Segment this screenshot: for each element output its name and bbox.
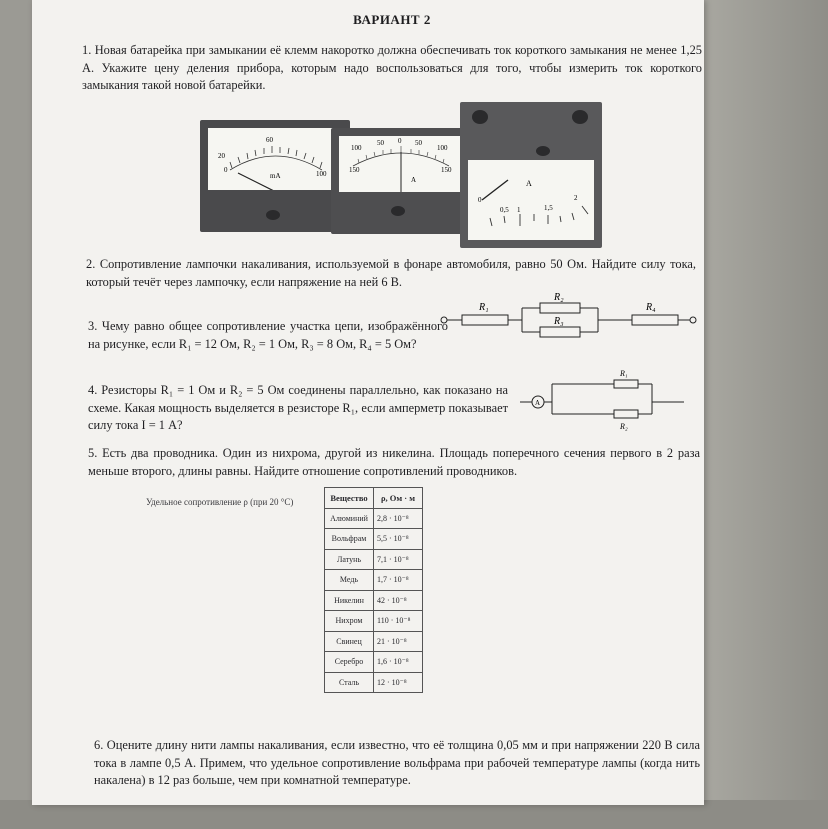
ammeter-a-large xyxy=(460,102,602,248)
problem-2: 2. Сопротивление лампочки накаливания, используемой в фонаре автомобиля, равно 50 Ом. Найдите силу тока, который течёт через лампочку, если напряжение на ней 6 В. xyxy=(86,257,696,289)
table-row xyxy=(325,570,423,591)
ammeter-a-double xyxy=(331,128,471,234)
unit-label: mA xyxy=(270,172,281,180)
background-surface xyxy=(700,0,828,829)
tick-label: 50 xyxy=(415,139,422,147)
rho-value: 1,7 · 10⁻⁸ xyxy=(374,570,423,591)
table-row xyxy=(325,508,423,529)
substance-name: Нихром xyxy=(325,611,374,632)
ammeter-a-large-scale xyxy=(468,160,594,240)
adjust-screw-icon xyxy=(391,206,405,216)
tick-label: 0,5 xyxy=(500,206,509,214)
label-r1: R₁ xyxy=(620,369,628,378)
substance-name: Серебро xyxy=(325,652,374,673)
table-row xyxy=(325,611,423,632)
worksheet-page xyxy=(32,0,704,805)
table-row xyxy=(325,549,423,570)
problem-3: 3. Чему равно общее сопротивление участка цепи, изображённого на рисунке, если R₁ = 12 Ом, R₂ = 1 Ом, R₃ = 8 Ом, R₄ = 5 Ом? xyxy=(88,319,448,351)
substance-name: Вольфрам xyxy=(325,529,374,550)
header-substance: Вещество xyxy=(325,488,374,509)
label-r4: R₄ xyxy=(646,302,656,313)
table-row xyxy=(325,631,423,652)
tick-label: 100 xyxy=(437,144,448,152)
resistor-r3 xyxy=(540,327,580,337)
rho-value: 1,6 · 10⁻⁸ xyxy=(374,652,423,673)
problem-4: 4. Резисторы R₁ = 1 Ом и R₂ = 5 Ом соединены параллельно, как показано на схеме. Какая мощность выделяется в резисторе R₁, если амперметр показывает силу тока I = 1 А? xyxy=(88,383,508,432)
terminal-icon xyxy=(441,317,447,323)
ammeter-label: A xyxy=(535,399,541,407)
tick-label: 100 xyxy=(316,170,327,178)
table-row xyxy=(325,590,423,611)
tick-label: 20 xyxy=(218,152,225,160)
substance-name: Свинец xyxy=(325,631,374,652)
resistivity-table xyxy=(324,487,423,693)
substance-name: Алюминий xyxy=(325,508,374,529)
terminal-left-icon xyxy=(472,110,488,124)
terminal-right-icon xyxy=(572,110,588,124)
ammeter-ma-scale xyxy=(208,128,342,190)
circuit-diagram-3 xyxy=(436,292,704,342)
problem-6: 6. Оцените длину нити лампы накаливания, если известно, что её толщина 0,05 мм и при напряжении 220 В сила тока в лампе 0,5 А. Примем, что удельное сопротивление вольфрама при рабочей температуре лампы (когда нить накалена) в 12 раз больше, чем при комнатной температуре. xyxy=(94,738,700,787)
tick-label: 150 xyxy=(441,166,452,174)
rho-value: 5,5 · 10⁻⁸ xyxy=(374,529,423,550)
rho-value: 12 · 10⁻⁸ xyxy=(374,672,423,693)
resistor-r4 xyxy=(632,315,678,325)
tick-label: 1 xyxy=(517,206,521,214)
table-caption: Удельное сопротивление ρ (при 20 °С) xyxy=(146,497,294,507)
ammeter-a-double-face xyxy=(339,136,463,192)
tick-label: 1,5 xyxy=(544,204,553,212)
ammeter-a-large-face xyxy=(468,160,594,240)
label-r3: R₃ xyxy=(554,316,564,327)
rho-value: 110 · 10⁻⁸ xyxy=(374,611,423,632)
resistor-r1 xyxy=(614,380,638,388)
rho-value: 21 · 10⁻⁸ xyxy=(374,631,423,652)
tick-label: 50 xyxy=(377,139,384,147)
ammeter-a-double-scale xyxy=(339,136,463,192)
substance-name: Латунь xyxy=(325,549,374,570)
terminal-icon xyxy=(690,317,696,323)
problem-1: 1. Новая батарейка при замыкании её клемм накоротко должна обеспечивать ток короткого замыкания не менее 1,25 А. Укажите цену деления прибора, которым надо воспользоваться для того, чтобы измерить ток короткого замыкания такой новой батарейки. xyxy=(82,43,702,92)
resistor-r2 xyxy=(614,410,638,418)
ammeter-ma-face xyxy=(208,128,342,190)
needle xyxy=(482,180,508,200)
ammeter-ma xyxy=(200,120,350,232)
tick-label: 0 xyxy=(478,196,482,204)
adjust-screw-icon xyxy=(536,146,550,156)
table-row xyxy=(325,652,423,673)
tick-label: 0 xyxy=(224,166,228,174)
tick-label: 2 xyxy=(574,194,578,202)
unit-label: A xyxy=(526,179,532,188)
circuit-diagram-4 xyxy=(518,366,694,432)
problem-5: 5. Есть два проводника. Один из нихрома, другой из никелина. Площадь поперечного сечения первого в 2 раза меньше второго, длины равны. Найдите отношение сопротивлений проводников. xyxy=(88,446,700,478)
tick-label: 0 xyxy=(398,137,402,145)
table-header-row xyxy=(325,488,423,509)
substance-name: Сталь xyxy=(325,672,374,693)
unit-label: A xyxy=(411,176,417,184)
table-row xyxy=(325,672,423,693)
tick-label: 150 xyxy=(349,166,360,174)
tick-label: 60 xyxy=(266,136,273,144)
substance-name: Никелин xyxy=(325,590,374,611)
rho-value: 2,8 · 10⁻⁸ xyxy=(374,508,423,529)
resistor-r1 xyxy=(462,315,508,325)
table-row xyxy=(325,529,423,550)
header-rho: ρ, Ом · м xyxy=(374,488,423,509)
label-r1: R₁ xyxy=(479,302,489,313)
rho-value: 7,1 · 10⁻⁸ xyxy=(374,549,423,570)
tick-label: 100 xyxy=(351,144,362,152)
substance-name: Медь xyxy=(325,570,374,591)
resistor-r2 xyxy=(540,303,580,313)
label-r2: R₂ xyxy=(554,292,564,303)
rho-value: 42 · 10⁻⁸ xyxy=(374,590,423,611)
variant-title: ВАРИАНТ 2 xyxy=(353,12,431,27)
adjust-screw-icon xyxy=(266,210,280,220)
label-r2: R₂ xyxy=(620,422,628,431)
